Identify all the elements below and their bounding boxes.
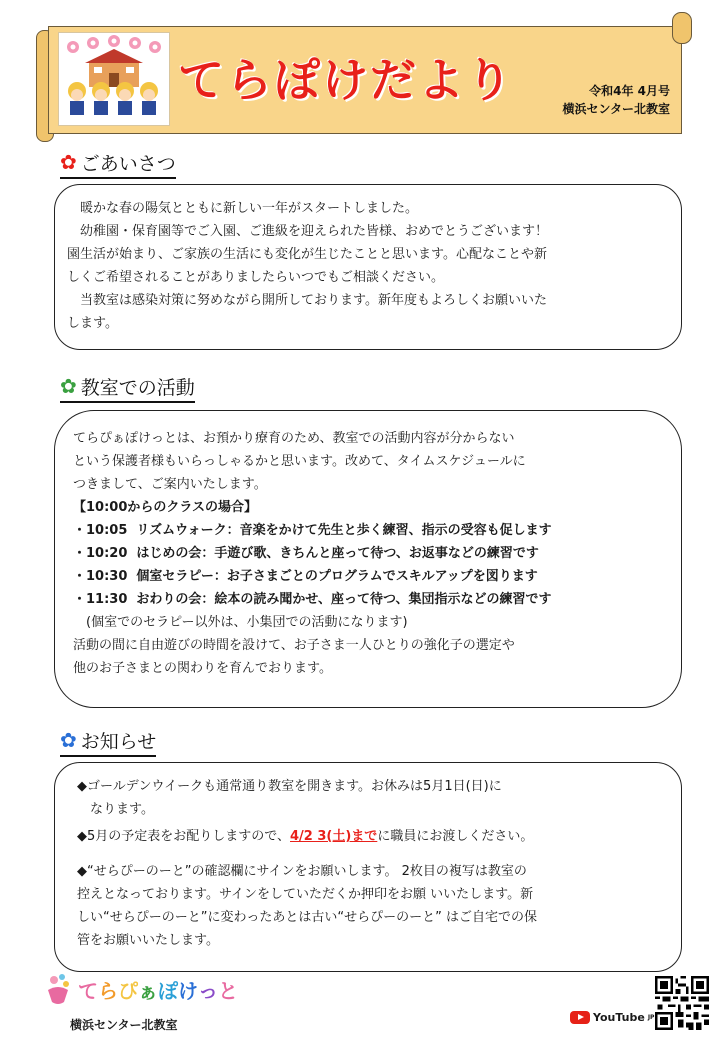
notice-deadline-after: に職員にお渡しください。 xyxy=(377,829,534,844)
school-name: 横浜センター北教室 xyxy=(562,102,670,116)
greeting-line: しくご希望されることがありましたらいつでもご相談ください。 xyxy=(67,270,445,285)
youtube-icon xyxy=(570,1011,590,1024)
activities-outro-line: 他のお子さまとの関わりを育んでおります。 xyxy=(73,661,332,676)
greeting-line: 暖かな春の陽気とともに新しい一年がスタートしました。 xyxy=(67,201,419,216)
issue-info xyxy=(562,82,670,118)
issue-date: 令和4年 4月号 xyxy=(589,84,670,98)
qr-code-icon[interactable] xyxy=(655,976,709,1030)
activities-intro-line: てらぴぁぽけっとは、お預かり療育のため、教室での活動内容が分からない xyxy=(73,431,515,446)
notices-heading xyxy=(60,726,156,757)
deadline-date: 4/2 3(土)まで xyxy=(290,829,378,844)
children-illustration xyxy=(58,32,170,126)
notices-box xyxy=(54,762,682,972)
flower-icon: ✿ xyxy=(60,374,77,398)
activities-heading xyxy=(60,372,195,403)
activities-intro-line: つきまして、ご案内いたします。 xyxy=(73,477,267,492)
newsletter-title: てらぽけだより xyxy=(178,53,514,107)
footer-logo xyxy=(44,972,238,1006)
schedule-item: ・10:05 リズムウォーク：音楽をかけて先生と歩く練習、指示の受容も促します xyxy=(73,523,552,538)
notice-line: 管をお願いいたします。 xyxy=(77,933,219,948)
schedule-item: ・11:30 おわりの会：絵本の読み聞かせ、座って待つ、集団指示などの練習です xyxy=(73,592,552,607)
logo-mark-icon xyxy=(44,972,72,1006)
logo-text: てらぴぁぽけっと xyxy=(78,978,238,1003)
greeting-line: 当教室は感染対策に努めながら開所しております。新年度もよろしくお願いいた xyxy=(67,293,547,308)
schedule-item: ・10:30 個室セラピー：お子さまごとのプログラムでスキルアップを図ります xyxy=(73,569,538,584)
youtube-link[interactable] xyxy=(570,1011,654,1024)
notice-line: ◆“せらぴーのーと”の確認欄にサインをお願いします。 2枚目の複写は教室の xyxy=(77,864,527,879)
greeting-heading-text: ごあいさつ xyxy=(80,152,176,175)
notice-line: ◆ゴールデンウイークも通常通り教室を開きます。お休みは5月1日(日)に xyxy=(77,779,502,794)
greeting-line: 幼稚園・保育園等でご入園、ご進級を迎えられた皆様、おめでとうございます！ xyxy=(67,224,549,239)
notices-heading-text: お知らせ xyxy=(80,730,157,753)
notice-deadline xyxy=(77,825,667,848)
activities-heading-text: 教室での活動 xyxy=(80,376,195,399)
schedule-title: 【10:00からのクラスの場合】 xyxy=(73,500,257,515)
activities-box xyxy=(54,410,682,708)
notice-line: 控えとなっております。サインをしていただくか押印をお願 いいたします。新 xyxy=(77,887,534,902)
footer-school: 横浜センター北教室 xyxy=(70,1018,178,1032)
flower-icon: ✿ xyxy=(60,150,77,174)
greeting-heading xyxy=(60,148,176,179)
notice-line: しい“せらぴーのーと”に変わったあとは古い“せらぴーのーと” はご自宅での保 xyxy=(77,910,537,925)
youtube-label: YouTube xyxy=(593,1011,645,1024)
notice-deadline-before: ◆5月の予定表をお配りしますので、 xyxy=(77,829,291,844)
activities-outro-line: 活動の間に自由遊びの時間を設けて、お子さま一人ひとりの強化子の選定や xyxy=(73,638,515,653)
greeting-box xyxy=(54,184,682,350)
greeting-line: します。 xyxy=(67,316,118,331)
youtube-sup: JP xyxy=(647,1014,655,1021)
activities-intro-line: という保護者様もいらっしゃるかと思います。改めて、タイムスケジュールに xyxy=(73,454,526,469)
schedule-note: (個室でのセラピー以外は、小集団での活動になります) xyxy=(73,615,408,630)
scroll-curl-right xyxy=(672,12,692,44)
schedule-item: ・10:20 はじめの会：手遊び歌、きちんと座って待つ、お返事などの練習です xyxy=(73,546,539,561)
flower-icon: ✿ xyxy=(60,728,77,752)
notice-line: なります。 xyxy=(77,802,154,817)
greeting-line: 園生活が始まり、ご家族の生活にも変化が生じたことと思います。心配なことや新 xyxy=(67,247,547,262)
